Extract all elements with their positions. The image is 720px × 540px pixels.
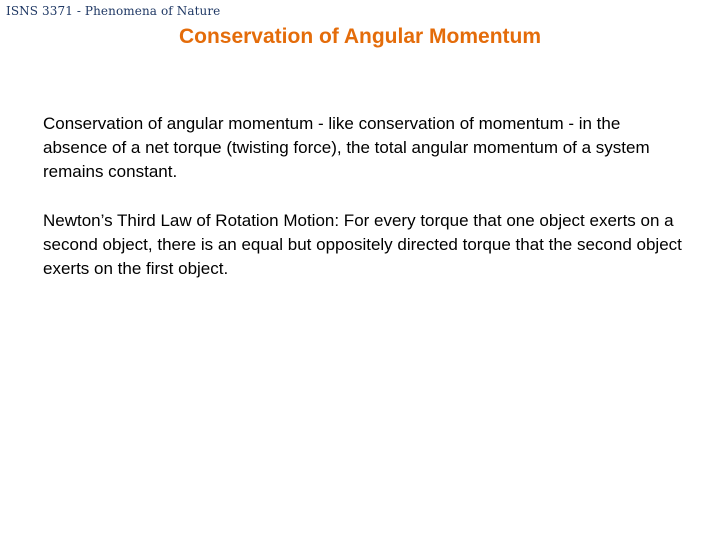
slide-title: Conservation of Angular Momentum <box>178 25 542 48</box>
paragraph-angular-momentum-definition: Conservation of angular momentum - like conservation of momentum - in the absence of a net torque (twisting force), the total angular momentum of a system remains constant. <box>43 114 650 181</box>
slide-body <box>43 112 683 306</box>
paragraph-third-law-rotation: Newton’s Third Law of Rotation Motion: For every torque that one object exerts on a second object, there is an equal but oppositely directed torque that the second object exerts on the first object. <box>43 211 682 278</box>
course-label: ISNS 3371 - Phenomena of Nature <box>6 4 221 18</box>
